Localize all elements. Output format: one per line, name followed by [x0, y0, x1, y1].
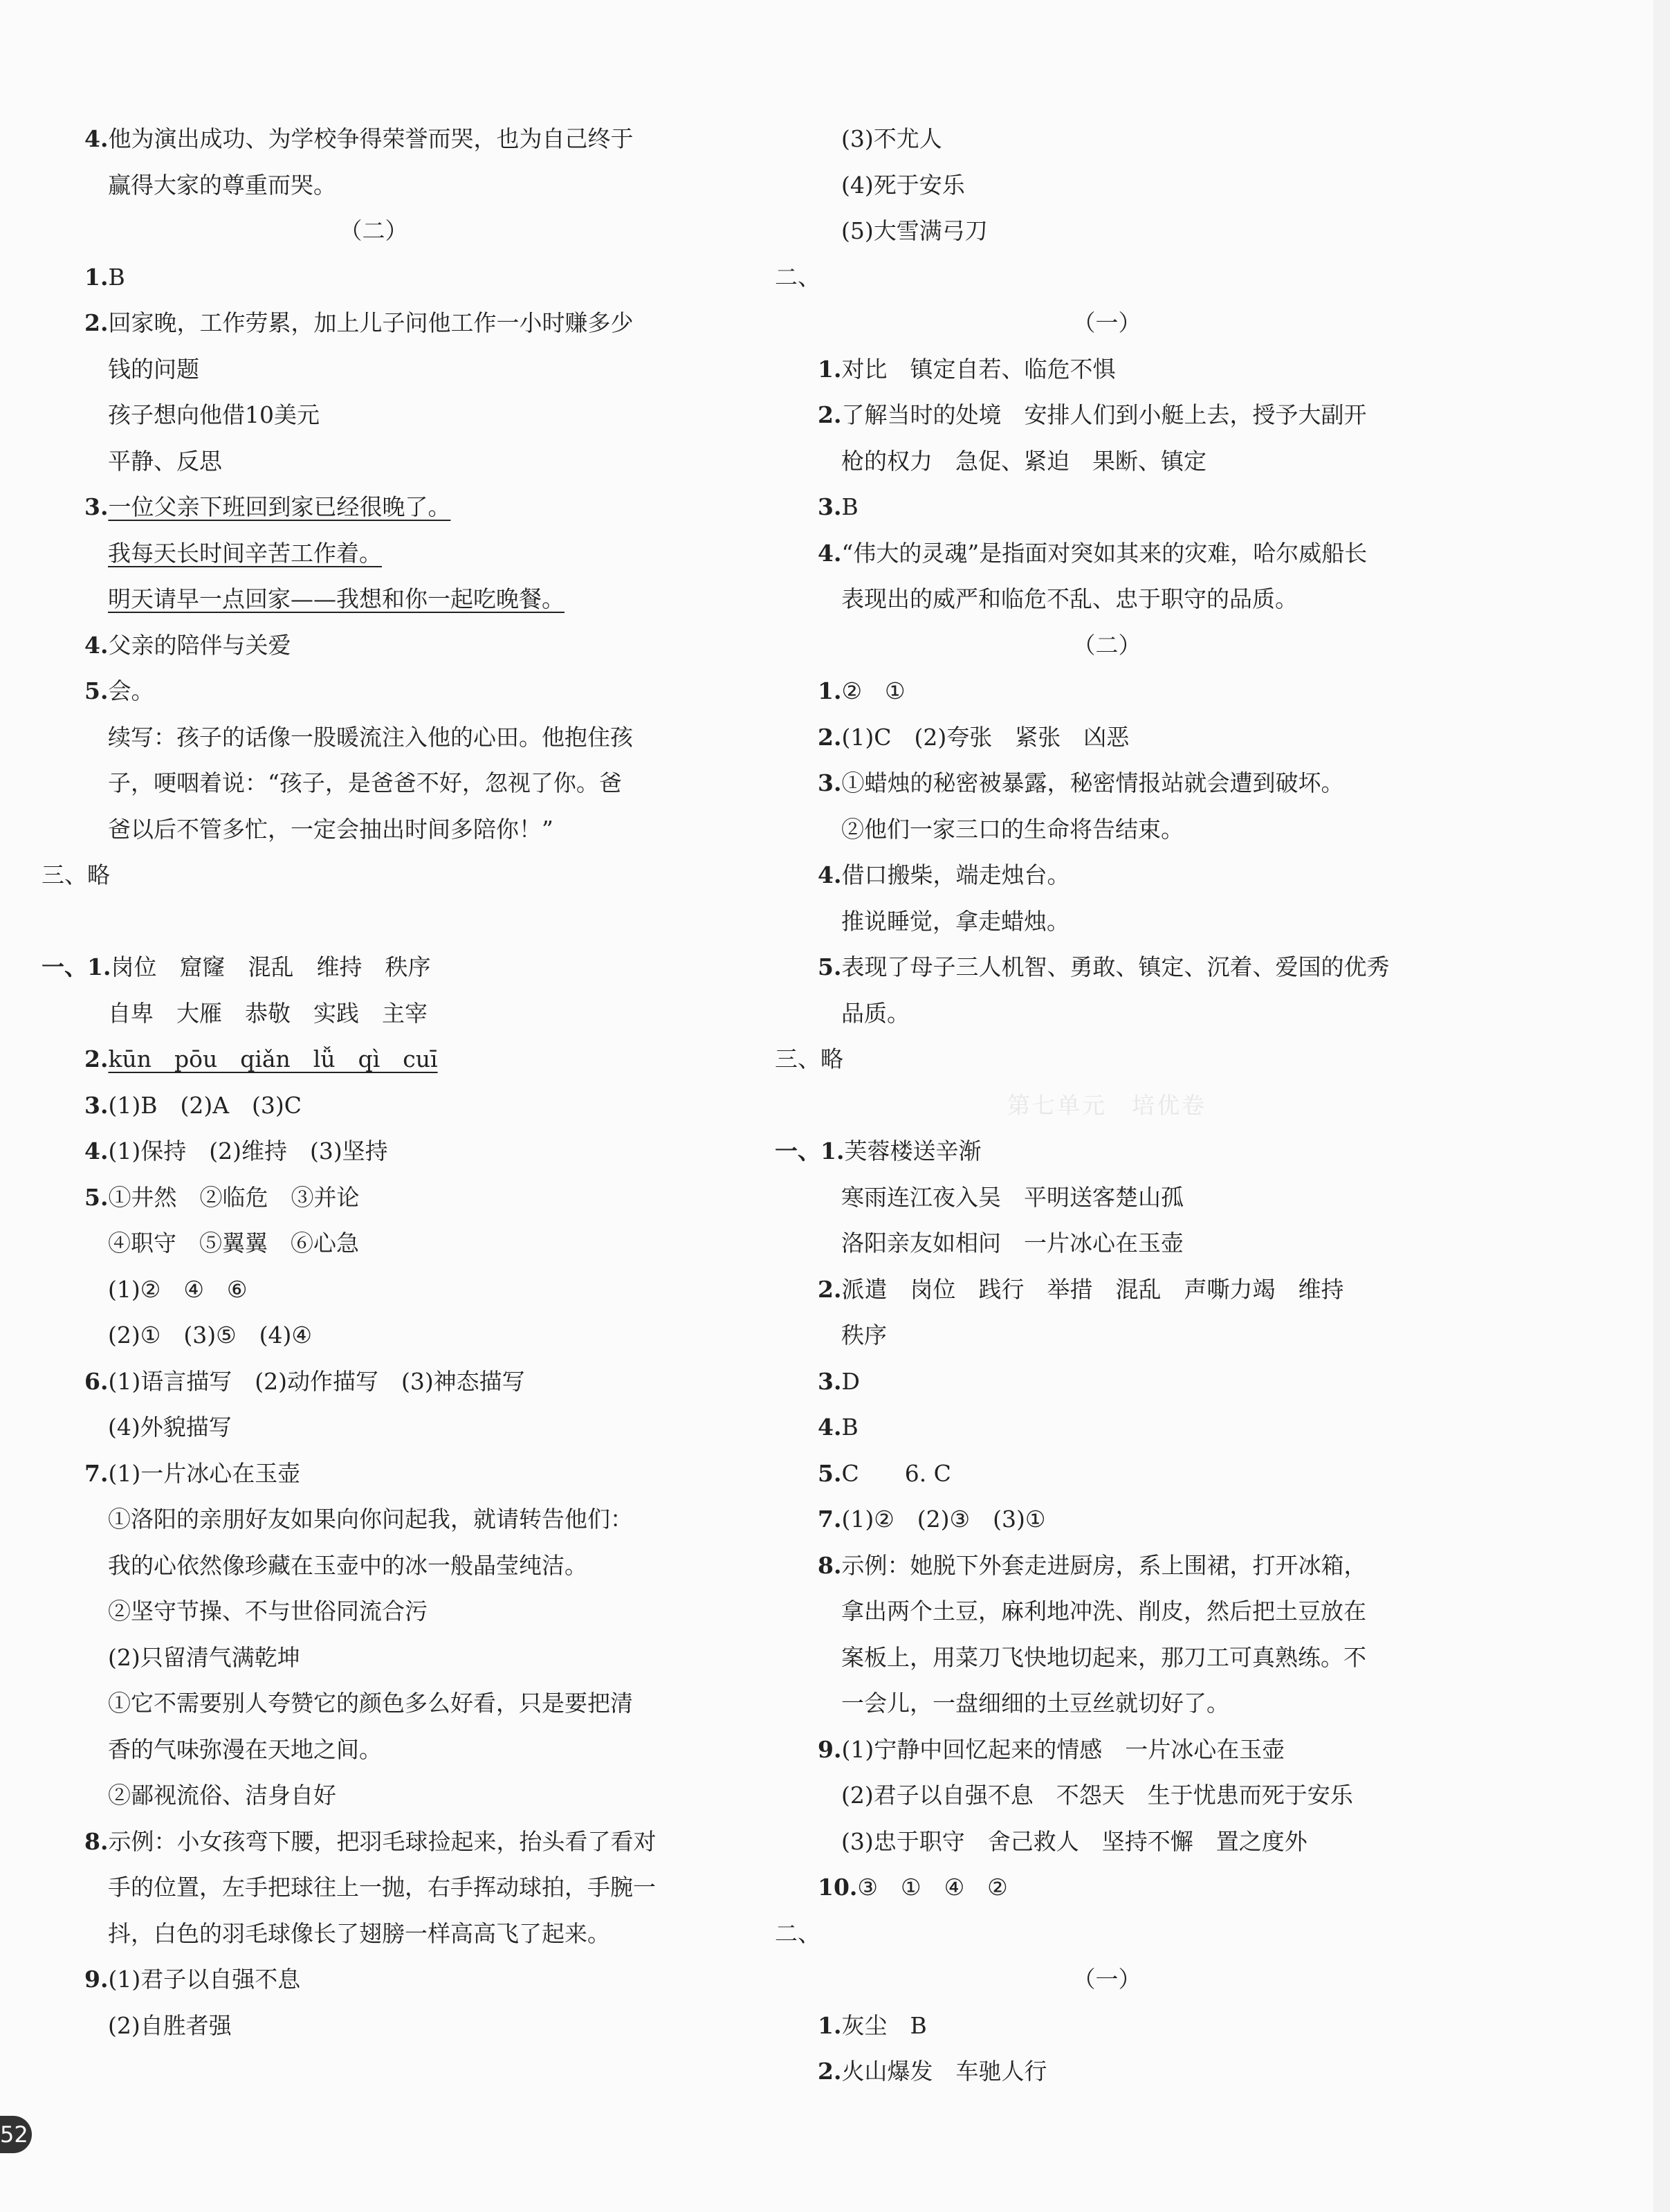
- answer-text: ③ ① ④ ②: [857, 1874, 1008, 1901]
- answer-text: 表现出的威严和临危不乱、忠于职守的品质。: [841, 585, 1298, 612]
- answer-text: ②他们一家三口的生命将告结束。: [841, 815, 1184, 843]
- answer-text: 钱的问题: [108, 355, 199, 383]
- answer-line: [42, 347, 706, 393]
- item-number: 4.: [818, 861, 842, 888]
- answer-text: (2)君子以自强不息 不怨天 生于忧患而死于安乐: [841, 1782, 1353, 1809]
- answer-line: [42, 300, 706, 347]
- item-number: 一、1.: [42, 953, 111, 980]
- answer-text: 他为演出成功、为学校争得荣誉而哭，也为自己终于: [108, 125, 634, 152]
- answer-text: 孩子想向他借10美元: [108, 401, 320, 428]
- answer-line: [775, 1405, 1439, 1451]
- item-number: 5.: [818, 953, 842, 980]
- answer-line: [775, 439, 1439, 485]
- answer-text: ②坚守节操、不与世俗同流合污: [108, 1598, 428, 1625]
- answer-line: [775, 1083, 1439, 1129]
- answer-line: [775, 392, 1439, 439]
- item-number: 1.: [84, 263, 109, 291]
- answer-text: 自卑 大雁 恭敬 实践 主宰: [108, 999, 428, 1027]
- answer-line: [775, 668, 1439, 715]
- answer-text: (2)① (3)⑤ (4)④: [108, 1322, 312, 1349]
- answer-text: (5)大雪满弓刀: [841, 217, 988, 244]
- answer-line: [775, 715, 1439, 761]
- item-number: 2.: [84, 309, 109, 336]
- item-number: 6.: [84, 1367, 109, 1395]
- answer-line: [775, 255, 1439, 301]
- answer-line: [775, 116, 1439, 163]
- answer-line: [775, 1543, 1439, 1589]
- answer-line: [775, 1313, 1439, 1359]
- item-number: 3.: [84, 493, 109, 520]
- answer-line: [775, 347, 1439, 393]
- answer-line: [775, 1221, 1439, 1267]
- answer-line: [42, 623, 706, 669]
- answer-line: [775, 2049, 1439, 2095]
- answer-line: [775, 576, 1439, 623]
- answer-text: (1)一片冰心在玉壶: [108, 1459, 301, 1487]
- answer-line: [775, 208, 1439, 255]
- answer-line: [775, 1175, 1439, 1221]
- answer-text: (3)不尤人: [841, 125, 942, 152]
- answer-text: 回家晚，工作劳累，加上儿子问他工作一小时赚多少: [108, 309, 634, 336]
- answer-line: [42, 1957, 706, 2003]
- answer-text: 我的心依然像珍藏在玉壶中的冰一般晶莹纯洁。: [108, 1551, 587, 1579]
- answer-text: (1)保持 (2)维持 (3)坚持: [108, 1137, 388, 1164]
- answer-text: 我每天长时间辛苦工作着。: [108, 539, 382, 567]
- item-number: 2.: [84, 1045, 109, 1072]
- answer-line: [42, 208, 706, 255]
- answer-text: ①井然 ②临危 ③并论: [108, 1183, 360, 1211]
- item-number: 8.: [84, 1827, 109, 1855]
- answer-text: 对比 镇定自若、临危不惧: [841, 355, 1116, 383]
- answer-text: 洛阳亲友如相问 一片冰心在玉壶: [841, 1230, 1184, 1256]
- answer-line: [775, 1036, 1439, 1083]
- answer-line: [42, 1128, 706, 1175]
- item-number: 10.: [818, 1874, 858, 1901]
- answer-line: [42, 439, 706, 485]
- answer-text: 手的位置，左手把球往上一抛，右手挥动球拍，手腕一: [108, 1874, 656, 1901]
- answer-text: 会。: [108, 677, 154, 704]
- answer-text: 推说睡觉，拿走蜡烛。: [841, 907, 1070, 935]
- item-number: 8.: [818, 1551, 842, 1579]
- answer-line: [42, 1497, 706, 1543]
- answer-text: B: [841, 1414, 859, 1441]
- answer-text: (2)自胜者强: [108, 2011, 232, 2039]
- answer-line: [42, 1543, 706, 1589]
- item-number: 一、1.: [775, 1137, 845, 1164]
- answer-text: 第七单元 培优卷: [1007, 1091, 1206, 1119]
- answer-text: 一位父亲下班回到家已经很晚了。: [108, 493, 451, 520]
- answer-text: 二、: [775, 1919, 820, 1947]
- answer-text: (1)宁静中回忆起来的情感 一片冰心在玉壶: [841, 1735, 1285, 1763]
- answer-text: 派遣 岗位 践行 举措 混乱 声嘶力竭 维持: [841, 1275, 1344, 1303]
- answer-line: [42, 392, 706, 439]
- answer-line: [42, 991, 706, 1037]
- answer-text: 岗位 窟窿 混乱 维持 秩序: [111, 953, 431, 980]
- answer-line: [775, 1957, 1439, 2003]
- answer-text: 续写：孩子的话像一股暖流注入他的心田。他抱住孩: [108, 723, 633, 751]
- answer-text: 香的气味弥漫在天地之间。: [108, 1735, 382, 1763]
- item-number: 3.: [818, 493, 842, 520]
- answer-text: (1)② (2)③ (3)①: [841, 1506, 1046, 1533]
- answer-text: (2)只留清气满乾坤: [108, 1643, 300, 1671]
- answer-text: 三、略: [775, 1045, 843, 1072]
- answer-line: [42, 1405, 706, 1451]
- answer-line: [42, 1267, 706, 1313]
- item-number: 4.: [84, 631, 109, 659]
- answer-line: [42, 1175, 706, 1221]
- answer-text: 案板上，用菜刀飞快地切起来，那刀工可真熟练。不: [841, 1643, 1366, 1671]
- answer-line: [775, 1819, 1439, 1865]
- answer-text: C 6. C: [841, 1459, 951, 1487]
- item-number: 2.: [818, 723, 842, 751]
- item-number: 5.: [84, 1183, 109, 1211]
- answer-line: [775, 1128, 1439, 1175]
- answer-line: [775, 1681, 1439, 1727]
- answer-line: [42, 163, 706, 209]
- answer-line: [42, 1773, 706, 1819]
- answer-text: B: [841, 493, 859, 520]
- answer-line: [775, 899, 1439, 945]
- answer-line: [42, 807, 706, 853]
- answer-line: [775, 623, 1439, 669]
- answer-text: 表现了母子三人机智、勇敢、镇定、沉着、爱国的优秀: [841, 953, 1390, 980]
- answer-line: [42, 1819, 706, 1865]
- answer-text: ④职守 ⑤翼翼 ⑥心急: [108, 1230, 359, 1256]
- item-number: 4.: [818, 1414, 842, 1441]
- item-number: 7.: [84, 1459, 109, 1487]
- item-number: 3.: [818, 769, 842, 796]
- answer-line: [42, 715, 706, 761]
- answer-text: ①蜡烛的秘密被暴露，秘密情报站就会遭到破坏。: [841, 769, 1344, 796]
- answer-line: [775, 531, 1439, 577]
- answer-text: ①它不需要别人夸赞它的颜色多么好看，只是要把清: [108, 1690, 633, 1717]
- item-number: 1.: [818, 355, 842, 383]
- answer-text: （一）: [1072, 1966, 1141, 1993]
- answer-line: [42, 852, 706, 899]
- answer-text: (1)② ④ ⑥: [108, 1275, 248, 1303]
- answer-line: [775, 1773, 1439, 1819]
- answer-line: [775, 944, 1439, 991]
- answer-text: D: [841, 1367, 860, 1395]
- answer-text: ②鄙视流俗、洁身自好: [108, 1782, 336, 1809]
- answer-line: [42, 576, 706, 623]
- answer-text: (1)C (2)夸张 紧张 凶恶: [841, 723, 1130, 751]
- right-column: [775, 116, 1439, 2095]
- answer-line: [42, 1083, 706, 1129]
- answer-line: [775, 852, 1439, 899]
- answer-text: 示例：她脱下外套走进厨房，系上围裙，打开冰箱，: [841, 1551, 1367, 1579]
- item-number: 2.: [818, 2058, 842, 2085]
- answer-line: [775, 807, 1439, 853]
- answer-text: （一）: [1072, 309, 1141, 336]
- answer-line: [42, 1681, 706, 1727]
- answer-line: [775, 1267, 1439, 1313]
- answer-text: （二）: [1072, 631, 1141, 659]
- item-number: 1.: [818, 2011, 842, 2039]
- answer-line: [775, 1635, 1439, 1681]
- answer-line: [775, 760, 1439, 807]
- answer-text: (1)语言描写 (2)动作描写 (3)神态描写: [108, 1367, 525, 1395]
- answer-text: 父亲的陪伴与关爱: [108, 631, 291, 659]
- answer-line: [42, 668, 706, 715]
- answer-text: 抖，白色的羽毛球像长了翅膀一样高高飞了起来。: [108, 1919, 610, 1947]
- answer-text: 示例：小女孩弯下腰，把羽毛球捡起来，抬头看了看对: [108, 1827, 657, 1855]
- answer-line: [775, 1451, 1439, 1497]
- answer-text: 品质。: [841, 999, 910, 1027]
- answer-text: (4)死于安乐: [841, 171, 965, 199]
- answer-line: [42, 1589, 706, 1635]
- item-number: 9.: [84, 1966, 109, 1993]
- answer-line: [42, 1359, 706, 1405]
- answer-line: [42, 531, 706, 577]
- answer-line: [42, 1313, 706, 1359]
- item-number: 5.: [818, 1459, 842, 1487]
- answer-text: ①洛阳的亲朋好友如果向你问起我，就请转告他们：: [108, 1506, 633, 1533]
- answer-line: [42, 1727, 706, 1773]
- answer-text: 寒雨连江夜入吴 平明送客楚山孤: [841, 1183, 1184, 1211]
- page-edge: [1653, 0, 1670, 2212]
- page-number: 52: [0, 2116, 32, 2153]
- answer-text: 借口搬柴，端走烛台。: [841, 861, 1070, 888]
- answer-line: [42, 116, 706, 163]
- answer-text: 平静、反思: [108, 447, 222, 475]
- answer-text: “伟大的灵魂”是指面对突如其来的灾难，哈尔威船长: [841, 539, 1368, 567]
- answer-text: (3)忠于职守 舍己救人 坚持不懈 置之度外: [841, 1827, 1307, 1855]
- answer-line: [775, 163, 1439, 209]
- answer-text: 芙蓉楼送辛渐: [844, 1137, 982, 1164]
- left-column: [42, 116, 706, 2049]
- answer-line: [775, 1497, 1439, 1543]
- answer-line: [42, 1036, 706, 1083]
- answer-text: 子，哽咽着说：“孩子，是爸爸不好，忽视了你。爸: [108, 769, 622, 796]
- answer-line: [775, 1727, 1439, 1773]
- answer-text: (1)B (2)A (3)C: [108, 1091, 302, 1119]
- answer-line: [42, 899, 706, 945]
- item-number: 4.: [84, 1137, 109, 1164]
- answer-text: 三、略: [42, 861, 110, 888]
- item-number: 4.: [84, 125, 109, 152]
- answer-text: 二、: [775, 263, 820, 291]
- answer-line: [42, 944, 706, 991]
- answer-text: kūn pōu qiǎn lǚ qì cuī: [108, 1045, 438, 1072]
- item-number: 4.: [818, 539, 842, 567]
- answer-line: [42, 1451, 706, 1497]
- answer-line: [775, 1865, 1439, 1911]
- item-number: 2.: [818, 401, 842, 428]
- answer-line: [775, 1359, 1439, 1405]
- item-number: 7.: [818, 1506, 842, 1533]
- answer-text: 火山爆发 车驰人行: [841, 2058, 1047, 2085]
- answer-line: [42, 1865, 706, 1911]
- answer-text: 赢得大家的尊重而哭。: [108, 171, 336, 199]
- answer-text: 枪的权力 急促、紧迫 果断、镇定: [841, 447, 1206, 475]
- answer-line: [42, 1635, 706, 1681]
- answer-line: [775, 2003, 1439, 2049]
- answer-line: [42, 1911, 706, 1957]
- answer-text: 一会儿，一盘细细的土豆丝就切好了。: [841, 1690, 1229, 1717]
- item-number: 3.: [818, 1367, 842, 1395]
- answer-text: 灰尘 B: [841, 2011, 927, 2039]
- answer-text: 拿出两个土豆，麻利地冲洗、削皮，然后把土豆放在: [841, 1598, 1366, 1625]
- answer-line: [775, 1589, 1439, 1635]
- answer-text: 明天请早一点回家——我想和你一起吃晚餐。: [108, 585, 565, 612]
- item-number: 2.: [818, 1275, 842, 1303]
- answer-line: [775, 484, 1439, 531]
- item-number: 5.: [84, 677, 109, 704]
- answer-line: [775, 991, 1439, 1037]
- answer-text: 爸以后不管多忙，一定会抽出时间多陪你！”: [108, 815, 553, 843]
- answer-text: （二）: [339, 217, 408, 244]
- answer-line: [775, 1911, 1439, 1957]
- item-number: 1.: [818, 677, 842, 704]
- answer-text: 了解当时的处境 安排人们到小艇上去，授予大副开: [841, 401, 1367, 428]
- answer-line: [42, 760, 706, 807]
- answer-line: [42, 2003, 706, 2049]
- answer-line: [42, 1221, 706, 1267]
- answer-line: [42, 255, 706, 301]
- item-number: 3.: [84, 1091, 109, 1119]
- answer-line: [42, 484, 706, 531]
- answer-text: 秩序: [841, 1322, 887, 1349]
- answer-text: ② ①: [841, 677, 906, 704]
- item-number: 9.: [818, 1735, 842, 1763]
- answer-text: (1)君子以自强不息: [108, 1966, 301, 1993]
- answer-line: [775, 300, 1439, 347]
- answer-text: (4)外貌描写: [108, 1414, 232, 1441]
- answer-text: B: [108, 263, 125, 291]
